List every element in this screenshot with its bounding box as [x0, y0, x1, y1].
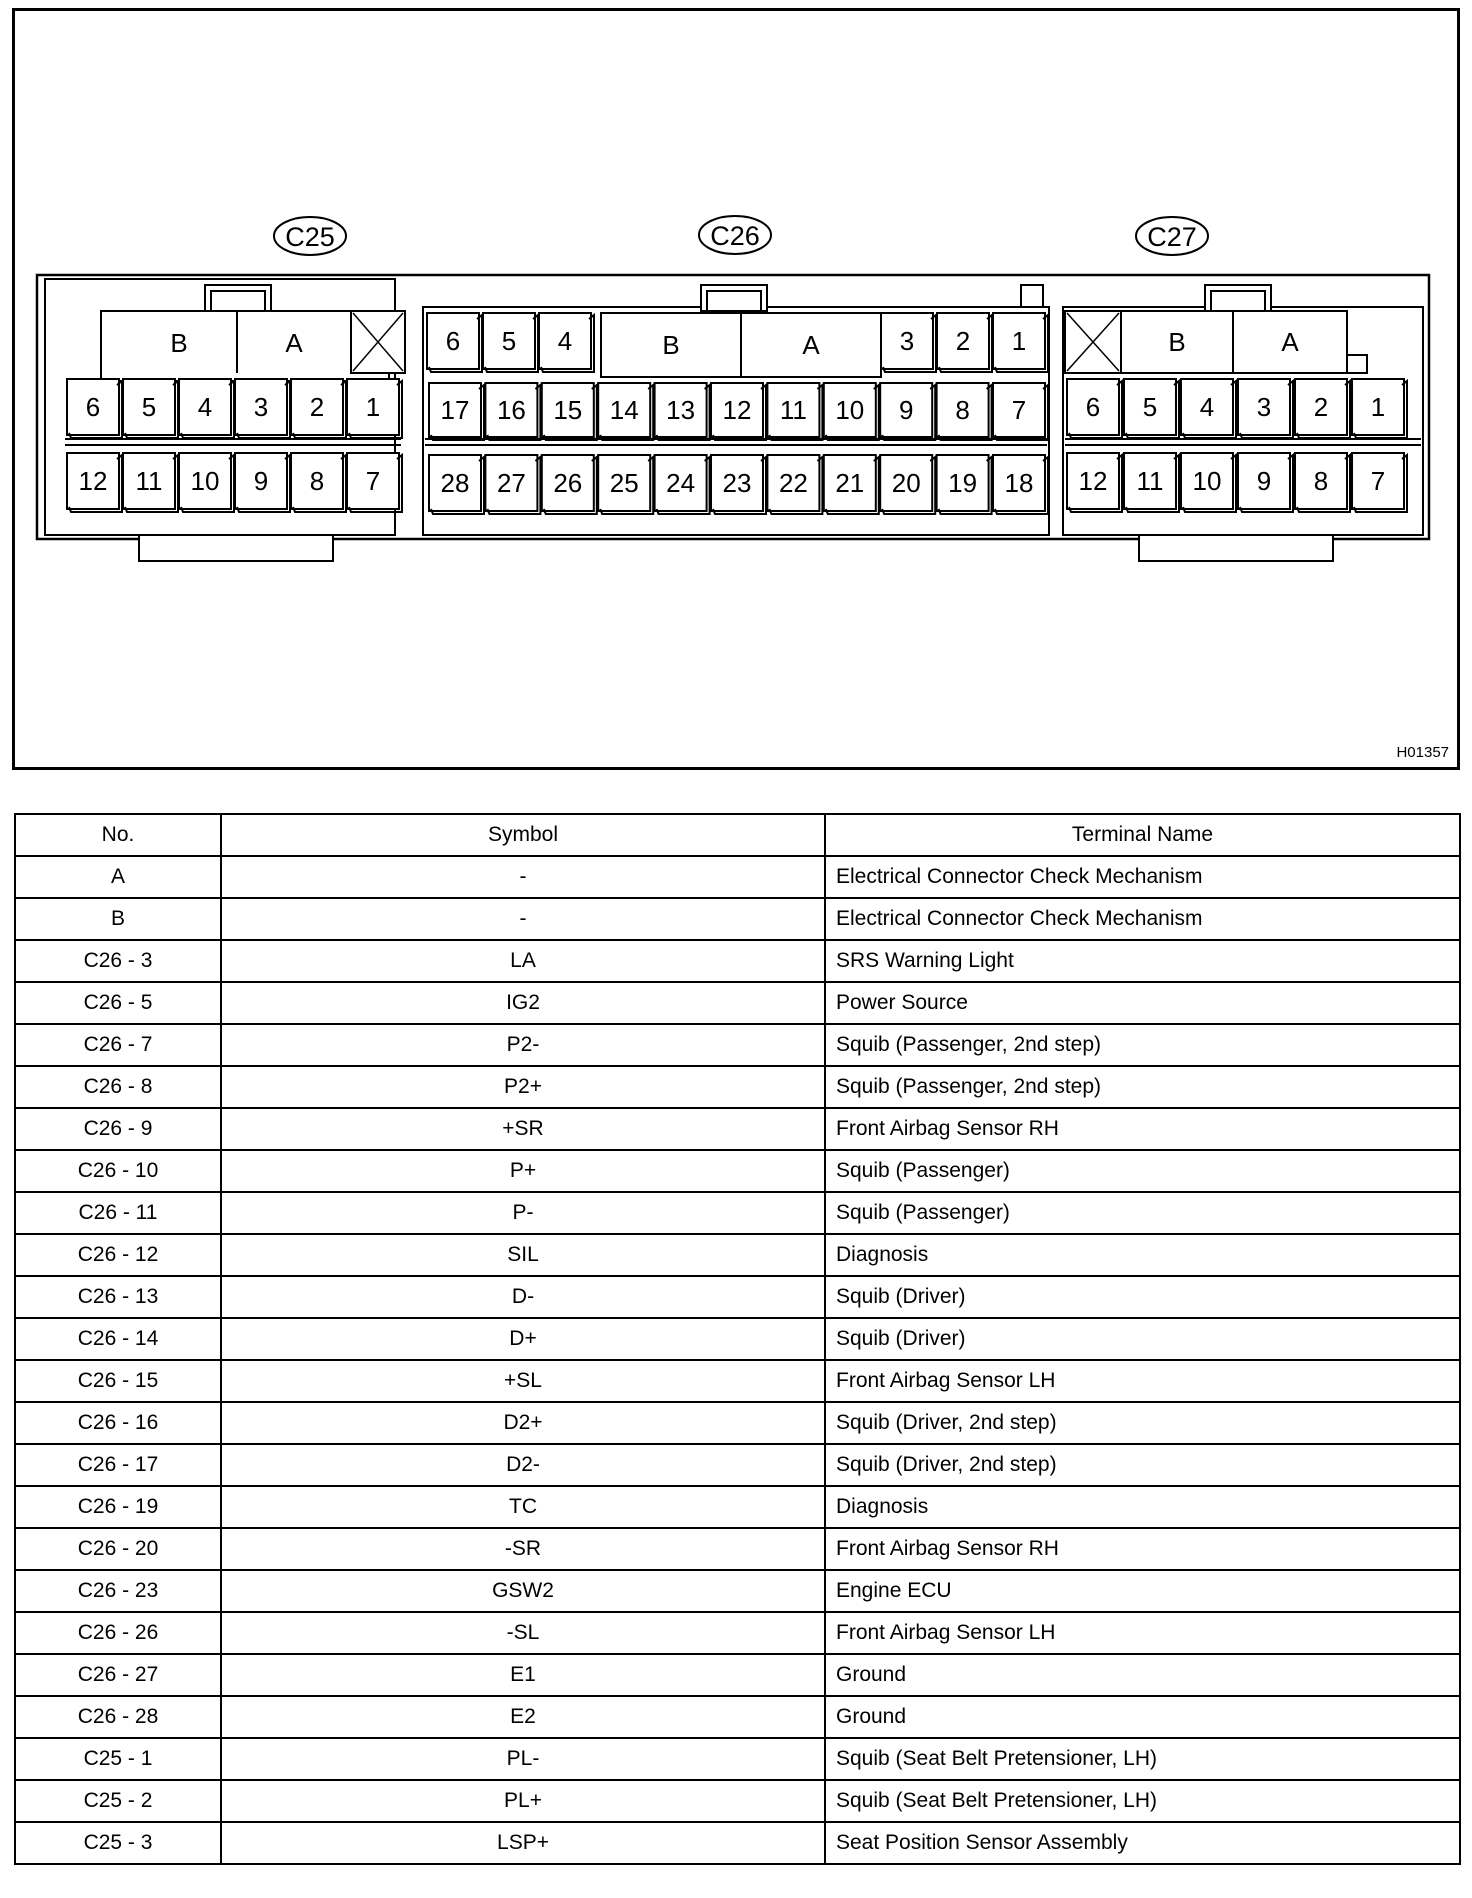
figure-id: H01357 [1396, 744, 1449, 761]
cell-symbol: PL- [221, 1738, 825, 1780]
c26-terminal-top-label: 16 [496, 395, 526, 425]
header-symbol: Symbol [221, 814, 825, 856]
cell-symbol: -SL [221, 1612, 825, 1654]
cell-symbol: E1 [221, 1654, 825, 1696]
cell-no: C25 - 2 [15, 1780, 221, 1822]
c26-terminal-upper-left-label: 5 [501, 326, 517, 356]
c27-terminal-bottom-label: 7 [1370, 466, 1386, 496]
c26-terminal-top-label: 14 [609, 395, 639, 425]
cell-no: C26 - 23 [15, 1570, 221, 1612]
c26-terminal-upper-left-label: 4 [557, 326, 573, 356]
cell-terminal-name: Squib (Driver) [825, 1318, 1460, 1360]
table-row [15, 1738, 1460, 1780]
c25-terminal-top-label: 1 [365, 392, 381, 422]
c26-terminal-top-label: 13 [666, 395, 696, 425]
cell-symbol: +SL [221, 1360, 825, 1402]
c26-terminal-bottom-label: 28 [440, 468, 470, 498]
cell-terminal-name: Squib (Passenger) [825, 1192, 1460, 1234]
cell-terminal-name: Engine ECU [825, 1570, 1460, 1612]
cell-no: C26 - 14 [15, 1318, 221, 1360]
c25-terminal-top-label: 4 [197, 392, 213, 422]
cell-terminal-name: Front Airbag Sensor LH [825, 1360, 1460, 1402]
connector-c27-latch-inner [1211, 291, 1265, 311]
c25-terminal-top-label: 6 [85, 392, 101, 422]
c25-terminal-bottom-label: 10 [190, 466, 220, 496]
table-row [15, 1066, 1460, 1108]
cell-symbol: D2- [221, 1444, 825, 1486]
c26-terminal-top-label: 7 [1011, 395, 1027, 425]
table-row [15, 1570, 1460, 1612]
cell-symbol: -SR [221, 1528, 825, 1570]
c26-terminal-bottom-label: 26 [553, 468, 583, 498]
cell-terminal-name: Seat Position Sensor Assembly [825, 1822, 1460, 1864]
c26-terminal-bottom-label: 24 [666, 468, 696, 498]
cell-terminal-name: Electrical Connector Check Mechanism [825, 856, 1460, 898]
c26-terminal-top-label: 11 [779, 395, 807, 425]
cell-terminal-name: Diagnosis [825, 1486, 1460, 1528]
connector-c25-lock-b: B [170, 328, 188, 358]
table-row [15, 1696, 1460, 1738]
cell-no: C26 - 5 [15, 982, 221, 1024]
cell-no: C26 - 3 [15, 940, 221, 982]
cell-no: C25 - 3 [15, 1822, 221, 1864]
table-row [15, 1276, 1460, 1318]
cell-symbol: E2 [221, 1696, 825, 1738]
cell-symbol: D2+ [221, 1402, 825, 1444]
connector-c26-lock-a: A [802, 330, 820, 360]
table-row [15, 1402, 1460, 1444]
cell-no: C26 - 28 [15, 1696, 221, 1738]
cell-symbol: TC [221, 1486, 825, 1528]
c26-terminal-top-label: 9 [898, 395, 914, 425]
c26-terminal-bottom-label: 23 [722, 468, 752, 498]
connector-label-c25: C25 [285, 222, 335, 252]
cell-symbol: GSW2 [221, 1570, 825, 1612]
cell-symbol: D+ [221, 1318, 825, 1360]
c26-terminal-top-label: 12 [722, 395, 752, 425]
cell-terminal-name: Squib (Seat Belt Pretensioner, LH) [825, 1738, 1460, 1780]
c26-terminal-top-label: 8 [955, 395, 970, 425]
table-row [15, 856, 1460, 898]
table-row [15, 1108, 1460, 1150]
c27-terminal-top-label: 4 [1199, 392, 1215, 422]
cell-no: A [15, 856, 221, 898]
c25-terminal-top-label: 2 [309, 392, 325, 422]
cell-no: C26 - 12 [15, 1234, 221, 1276]
cell-no: C26 - 13 [15, 1276, 221, 1318]
cell-terminal-name: Power Source [825, 982, 1460, 1024]
cell-no: C26 - 15 [15, 1360, 221, 1402]
cell-symbol: SIL [221, 1234, 825, 1276]
connector-c27-lock-b: B [1168, 327, 1186, 357]
cell-terminal-name: Ground [825, 1696, 1460, 1738]
cell-terminal-name: SRS Warning Light [825, 940, 1460, 982]
connector-c25-latch-inner [211, 291, 265, 311]
table-row [15, 1360, 1460, 1402]
cell-terminal-name: Front Airbag Sensor RH [825, 1108, 1460, 1150]
c27-terminal-top-label: 2 [1313, 392, 1329, 422]
cell-no: C26 - 9 [15, 1108, 221, 1150]
c26-terminal-bottom-label: 22 [778, 468, 808, 498]
cell-symbol: LA [221, 940, 825, 982]
cell-terminal-name: Diagnosis [825, 1234, 1460, 1276]
c25-terminal-bottom-label: 8 [309, 466, 325, 496]
c26-terminal-upper-left-label: 6 [445, 326, 461, 356]
cell-no: C26 - 20 [15, 1528, 221, 1570]
c27-terminal-top-label: 1 [1370, 392, 1386, 422]
cell-no: C26 - 27 [15, 1654, 221, 1696]
connector-c26-lock-b: B [662, 330, 680, 360]
table-header-row [15, 814, 1460, 856]
connector-c27-bottom-guide [1139, 535, 1333, 561]
cell-terminal-name: Squib (Passenger, 2nd step) [825, 1024, 1460, 1066]
c27-terminal-bottom-label: 12 [1078, 466, 1108, 496]
cell-no: C26 - 7 [15, 1024, 221, 1066]
table-row [15, 1024, 1460, 1066]
connector-c27-lock-a: A [1281, 327, 1299, 357]
cell-terminal-name: Squib (Seat Belt Pretensioner, LH) [825, 1780, 1460, 1822]
cell-symbol: P2- [221, 1024, 825, 1066]
c26-terminal-top-label: 10 [835, 395, 865, 425]
c26-terminal-upper-right-label: 3 [899, 326, 915, 356]
connector-c26-corner-tab [1021, 285, 1043, 307]
cell-terminal-name: Electrical Connector Check Mechanism [825, 898, 1460, 940]
cell-symbol: LSP+ [221, 1822, 825, 1864]
c25-terminal-bottom-label: 9 [253, 466, 269, 496]
connector-c25-lock-area [101, 311, 389, 381]
cell-no: C26 - 19 [15, 1486, 221, 1528]
c25-terminal-bottom-label: 11 [135, 466, 163, 496]
cell-terminal-name: Ground [825, 1654, 1460, 1696]
terminal-table [14, 813, 1461, 1865]
connector-label-c27: C27 [1147, 222, 1197, 252]
table-row [15, 1654, 1460, 1696]
table-row [15, 1234, 1460, 1276]
cell-terminal-name: Front Airbag Sensor RH [825, 1528, 1460, 1570]
c27-terminal-bottom-label: 9 [1256, 466, 1272, 496]
cell-no: C26 - 16 [15, 1402, 221, 1444]
c26-terminal-top-label: 17 [440, 395, 470, 425]
c27-terminal-bottom-label: 8 [1313, 466, 1329, 496]
table-row [15, 898, 1460, 940]
cell-symbol: P- [221, 1192, 825, 1234]
connector-diagram [12, 8, 1460, 770]
cell-symbol: PL+ [221, 1780, 825, 1822]
cell-symbol: P2+ [221, 1066, 825, 1108]
table-row [15, 1612, 1460, 1654]
cell-terminal-name: Squib (Driver, 2nd step) [825, 1444, 1460, 1486]
c27-terminal-top-label: 3 [1256, 392, 1272, 422]
c27-terminal-top-label: 5 [1142, 392, 1158, 422]
c26-terminal-bottom-label: 25 [609, 468, 639, 498]
cell-no: C25 - 1 [15, 1738, 221, 1780]
cell-no: C26 - 10 [15, 1150, 221, 1192]
cell-symbol: - [221, 898, 825, 940]
cell-no: C26 - 26 [15, 1612, 221, 1654]
connector-drawing [15, 11, 1457, 767]
cell-terminal-name: Squib (Passenger) [825, 1150, 1460, 1192]
cell-symbol: D- [221, 1276, 825, 1318]
c26-terminal-bottom-label: 21 [835, 468, 865, 498]
header-terminal-name: Terminal Name [825, 814, 1460, 856]
c27-terminal-top-label: 6 [1085, 392, 1101, 422]
cell-symbol: +SR [221, 1108, 825, 1150]
table-row [15, 940, 1460, 982]
c26-terminal-top-label: 15 [553, 395, 583, 425]
c26-terminal-bottom-label: 19 [948, 468, 978, 498]
cell-terminal-name: Squib (Driver) [825, 1276, 1460, 1318]
c25-terminal-top-label: 5 [141, 392, 157, 422]
c25-terminal-top-label: 3 [253, 392, 269, 422]
cell-symbol: P+ [221, 1150, 825, 1192]
header-no: No. [15, 814, 221, 856]
c26-terminal-upper-right-label: 1 [1011, 326, 1027, 356]
table-row [15, 982, 1460, 1024]
cell-no: C26 - 8 [15, 1066, 221, 1108]
c27-terminal-bottom-label: 11 [1136, 466, 1164, 496]
cell-terminal-name: Squib (Driver, 2nd step) [825, 1402, 1460, 1444]
table-row [15, 1150, 1460, 1192]
table-row [15, 1444, 1460, 1486]
table-row [15, 1486, 1460, 1528]
cell-terminal-name: Squib (Passenger, 2nd step) [825, 1066, 1460, 1108]
cell-no: C26 - 17 [15, 1444, 221, 1486]
c26-terminal-upper-right-label: 2 [955, 326, 971, 356]
table-row [15, 1192, 1460, 1234]
c25-terminal-bottom-label: 7 [365, 466, 381, 496]
cell-terminal-name: Front Airbag Sensor LH [825, 1612, 1460, 1654]
c27-terminal-bottom-label: 10 [1192, 466, 1222, 496]
cell-symbol: - [221, 856, 825, 898]
cell-symbol: IG2 [221, 982, 825, 1024]
table-row [15, 1528, 1460, 1570]
cell-no: B [15, 898, 221, 940]
table-row [15, 1318, 1460, 1360]
connector-c25-bottom-guide [139, 535, 333, 561]
table-row [15, 1780, 1460, 1822]
c26-terminal-bottom-label: 27 [496, 468, 526, 498]
connector-c27-corner-tab [1347, 355, 1367, 373]
connector-c25-lock-a: A [285, 328, 303, 358]
connector-c26-latch-inner [707, 291, 761, 311]
connector-label-c26: C26 [710, 221, 760, 251]
table-row [15, 1822, 1460, 1864]
c26-terminal-bottom-label: 20 [891, 468, 921, 498]
cell-no: C26 - 11 [15, 1192, 221, 1234]
c25-terminal-bottom-label: 12 [78, 466, 108, 496]
c26-terminal-bottom-label: 18 [1004, 468, 1034, 498]
